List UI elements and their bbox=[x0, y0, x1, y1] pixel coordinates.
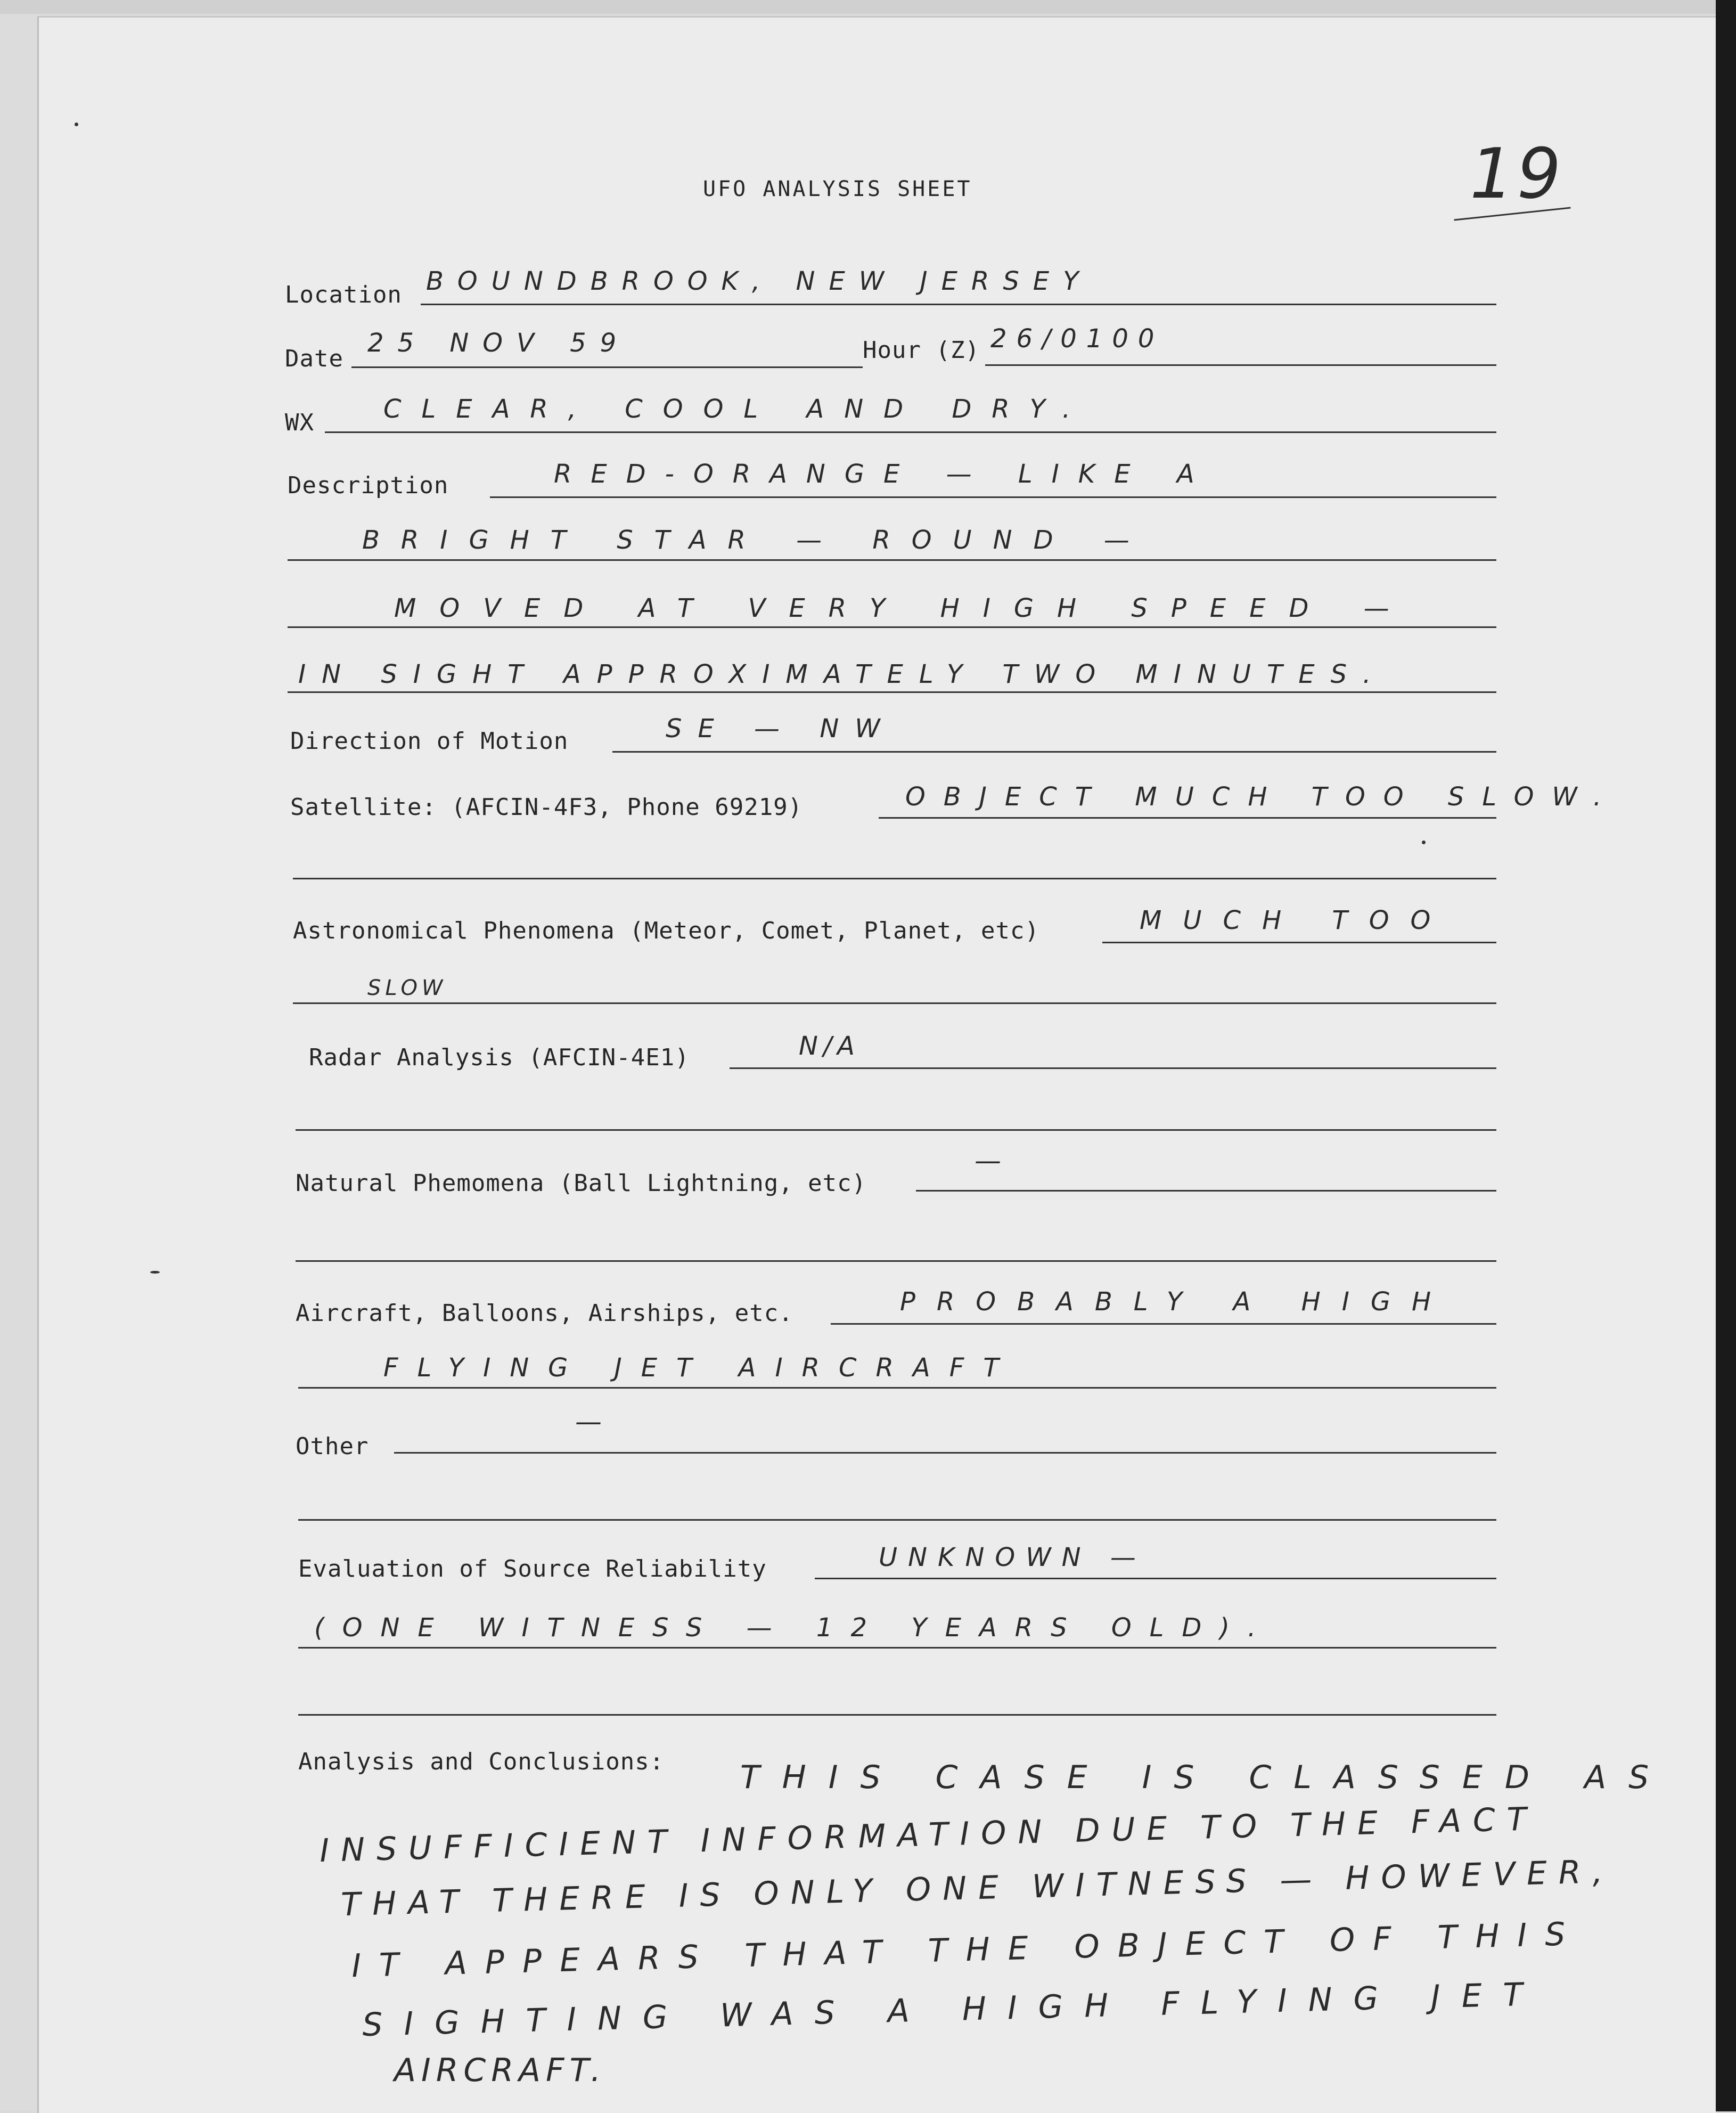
wx-label: WX bbox=[285, 409, 314, 436]
date-value: 25 NOV 59 bbox=[367, 328, 630, 358]
description-rule-1 bbox=[490, 496, 1496, 498]
location-label: Location bbox=[285, 281, 402, 308]
natural-line bbox=[916, 1190, 1496, 1192]
aircraft-value-2: FLYING JET AIRCRAFT bbox=[383, 1353, 1018, 1383]
reliability-label: Evaluation of Source Reliability bbox=[298, 1555, 767, 1582]
analysis-line-6: AIRCRAFT. bbox=[394, 2052, 607, 2089]
analysis-line-5: SIGHTING WAS A HIGH FLYING JET bbox=[362, 1975, 1545, 2044]
analysis-line-1: THIS CASE IS CLASSED AS bbox=[740, 1759, 1672, 1796]
description-line-2: BRIGHT STAR — ROUND — bbox=[362, 525, 1151, 555]
reliability-line-2 bbox=[298, 1647, 1496, 1649]
direction-label: Direction of Motion bbox=[290, 728, 569, 755]
description-line-1: RED-ORANGE — LIKE A bbox=[554, 459, 1214, 489]
natural-value: — bbox=[975, 1145, 1001, 1176]
radar-label: Radar Analysis (AFCIN-4E1) bbox=[309, 1044, 690, 1071]
other-label: Other bbox=[296, 1433, 369, 1460]
date-line bbox=[351, 366, 863, 368]
other-line bbox=[394, 1452, 1496, 1454]
reliability-value-1: UNKNOWN — bbox=[879, 1543, 1147, 1572]
wx-line bbox=[325, 431, 1496, 433]
reliability-value-2: (ONE WITNESS — 12 YEARS OLD). bbox=[314, 1613, 1274, 1643]
hour-value: 26/0100 bbox=[990, 324, 1164, 354]
analysis-line-4: IT APPEARS THAT THE OBJECT OF THIS bbox=[351, 1915, 1584, 1985]
satellite-line bbox=[879, 817, 1496, 819]
satellite-line-2 bbox=[293, 878, 1496, 879]
astronomical-value-2: SLOW bbox=[367, 976, 447, 1000]
scan-top-edge bbox=[0, 0, 1736, 14]
aircraft-label: Aircraft, Balloons, Airships, etc. bbox=[296, 1300, 793, 1327]
scan-right-edge bbox=[1716, 0, 1736, 2111]
date-label: Date bbox=[285, 345, 343, 372]
natural-line-2 bbox=[296, 1260, 1496, 1262]
analysis-label: Analysis and Conclusions: bbox=[298, 1748, 665, 1775]
astronomical-line-2 bbox=[293, 1002, 1496, 1004]
satellite-label: Satellite: (AFCIN-4F3, Phone 69219) bbox=[290, 794, 803, 821]
direction-line bbox=[612, 751, 1496, 753]
analysis-line-3: THAT THERE IS ONLY ONE WITNESS — HOWEVER, bbox=[340, 1853, 1615, 1924]
other-value: — bbox=[575, 1406, 602, 1437]
radar-line bbox=[730, 1067, 1496, 1069]
description-label: Description bbox=[288, 472, 449, 499]
reliability-line-3 bbox=[298, 1714, 1496, 1716]
aircraft-value-1: PROBABLY A HIGH bbox=[900, 1287, 1453, 1317]
analysis-line-2: INSUFFICIENT INFORMATION DUE TO THE FACT bbox=[319, 1800, 1539, 1870]
scan-speck bbox=[1422, 841, 1426, 844]
description-line-4: IN SIGHT APPROXIMATELY TWO MINUTES. bbox=[298, 659, 1387, 689]
natural-label: Natural Phemomena (Ball Lightning, etc) bbox=[296, 1170, 867, 1197]
form-title: UFO ANALYSIS SHEET bbox=[703, 177, 972, 201]
other-line-2 bbox=[298, 1519, 1496, 1521]
reliability-line-1 bbox=[815, 1578, 1496, 1579]
hour-label: Hour (Z) bbox=[863, 337, 980, 364]
scan-speck bbox=[150, 1271, 160, 1274]
direction-value: SE — NW bbox=[666, 714, 896, 744]
location-line bbox=[421, 304, 1496, 305]
description-rule-4 bbox=[288, 691, 1496, 693]
astronomical-line-1 bbox=[1102, 942, 1496, 943]
satellite-value: OBJECT MUCH TOO SLOW. bbox=[905, 782, 1620, 812]
radar-line-2 bbox=[296, 1129, 1496, 1131]
astronomical-value-1: MUCH TOO bbox=[1140, 905, 1452, 935]
scan-speck bbox=[75, 123, 78, 126]
astronomical-label: Astronomical Phenomena (Meteor, Comet, Planet, etc) bbox=[293, 917, 1040, 944]
radar-value: N/A bbox=[799, 1031, 860, 1061]
page-number: 19 bbox=[1470, 133, 1565, 214]
description-line-3: MOVED AT VERY HIGH SPEED — bbox=[394, 593, 1413, 623]
aircraft-line-1 bbox=[831, 1323, 1496, 1325]
hour-line bbox=[985, 364, 1496, 366]
description-rule-3 bbox=[288, 626, 1496, 628]
form-paper bbox=[37, 16, 1716, 2113]
aircraft-line-2 bbox=[298, 1387, 1496, 1389]
description-rule-2 bbox=[288, 559, 1496, 561]
location-value: BOUNDBROOK, NEW JERSEY bbox=[426, 266, 1093, 296]
wx-value: CLEAR, COOL AND DRY. bbox=[383, 394, 1091, 424]
